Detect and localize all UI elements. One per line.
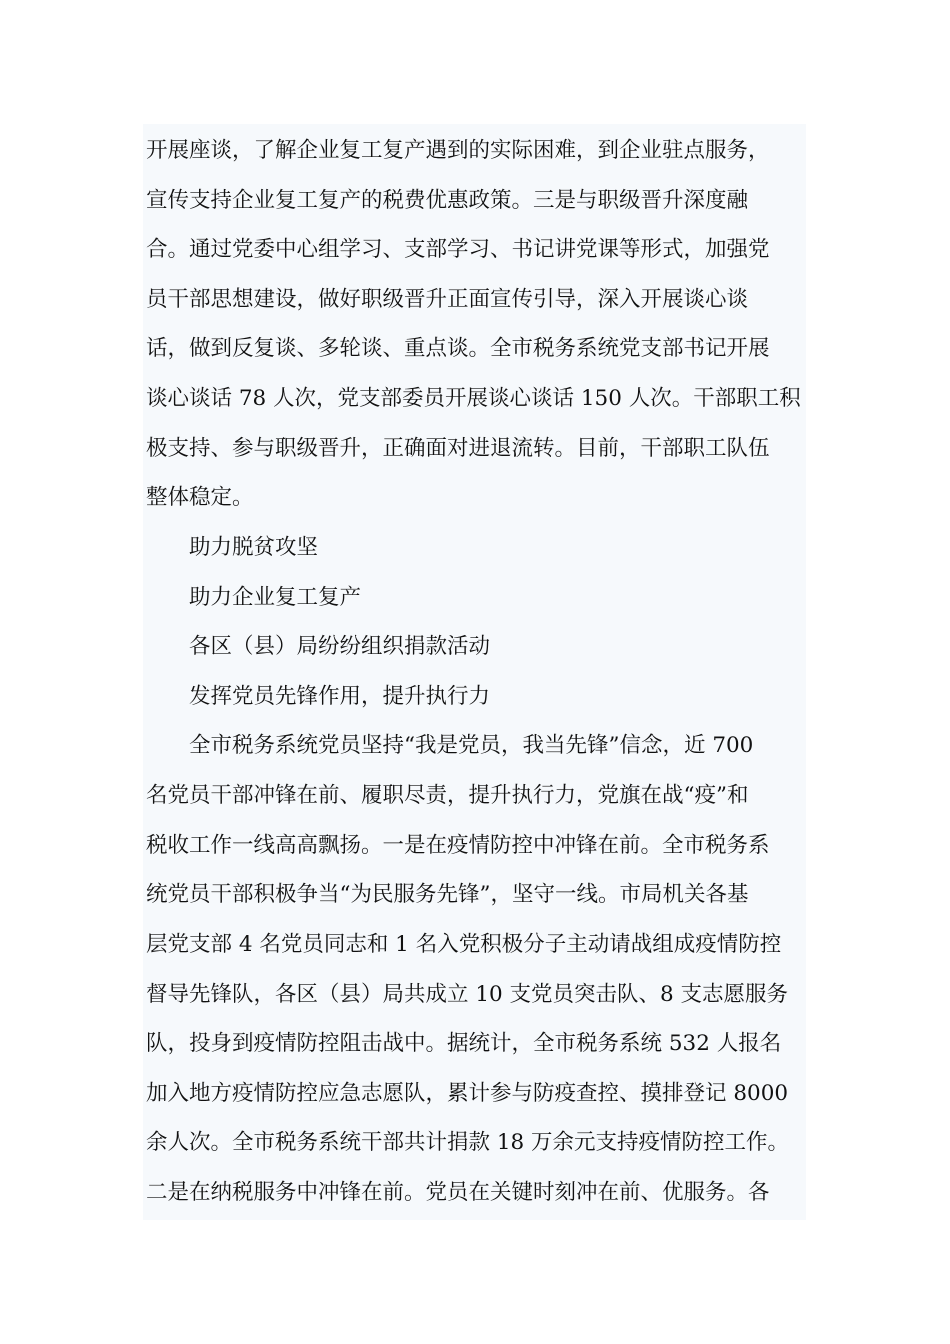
paragraph-line: 合。通过党委中心组学习、支部学习、书记讲党课等形式，加强党 (146, 237, 770, 262)
paragraph-line: 层党支部 4 名党员同志和 1 名入党积极分子主动请战组成疫情防控 (146, 932, 782, 957)
paragraph-line: 谈心谈话 78 人次，党支部委员开展谈心谈话 150 人次。干部职工积 (146, 386, 801, 411)
paragraph-line: 队，投身到疫情防控阻击战中。据统计，全市税务系统 532 人报名 (146, 1031, 782, 1056)
section-heading: 发挥党员先锋作用，提升执行力 (189, 684, 491, 709)
paragraph-line: 加入地方疫情防控应急志愿队，累计参与防疫查控、摸排登记 8000 (146, 1081, 789, 1106)
paragraph-line: 话，做到反复谈、多轮谈、重点谈。全市税务系统党支部书记开展 (146, 336, 770, 361)
paragraph-line: 开展座谈，了解企业复工复产遇到的实际困难，到企业驻点服务， (146, 138, 770, 163)
paragraph-line: 员干部思想建设，做好职级晋升正面宣传引导，深入开展谈心谈 (146, 287, 749, 312)
document-body (143, 124, 806, 1220)
paragraph-line: 名党员干部冲锋在前、履职尽责，提升执行力，党旗在战“疫”和 (146, 783, 749, 808)
paragraph-line: 统党员干部积极争当“为民服务先锋”，坚守一线。市局机关各基 (146, 882, 749, 907)
paragraph-line: 二是在纳税服务中冲锋在前。党员在关键时刻冲在前、优服务。各 (146, 1180, 770, 1205)
paragraph-line: 宣传支持企业复工复产的税费优惠政策。三是与职级晋升深度融 (146, 188, 749, 213)
section-heading: 助力脱贫攻坚 (189, 535, 319, 560)
paragraph-line: 整体稳定。 (146, 485, 254, 510)
paragraph-line: 极支持、参与职级晋升，正确面对进退流转。目前，干部职工队伍 (146, 436, 770, 461)
section-heading: 助力企业复工复产 (189, 585, 362, 610)
section-heading: 各区（县）局纷纷组织捐款活动 (189, 634, 491, 659)
paragraph-line: 税收工作一线高高飘扬。一是在疫情防控中冲锋在前。全市税务系 (146, 833, 770, 858)
paragraph-line: 督导先锋队，各区（县）局共成立 10 支党员突击队、8 支志愿服务 (146, 982, 789, 1007)
paragraph-line: 全市税务系统党员坚持“我是党员，我当先锋”信念，近 700 (189, 733, 754, 758)
paragraph-line: 余人次。全市税务系统干部共计捐款 18 万余元支持疫情防控工作。 (146, 1130, 790, 1155)
